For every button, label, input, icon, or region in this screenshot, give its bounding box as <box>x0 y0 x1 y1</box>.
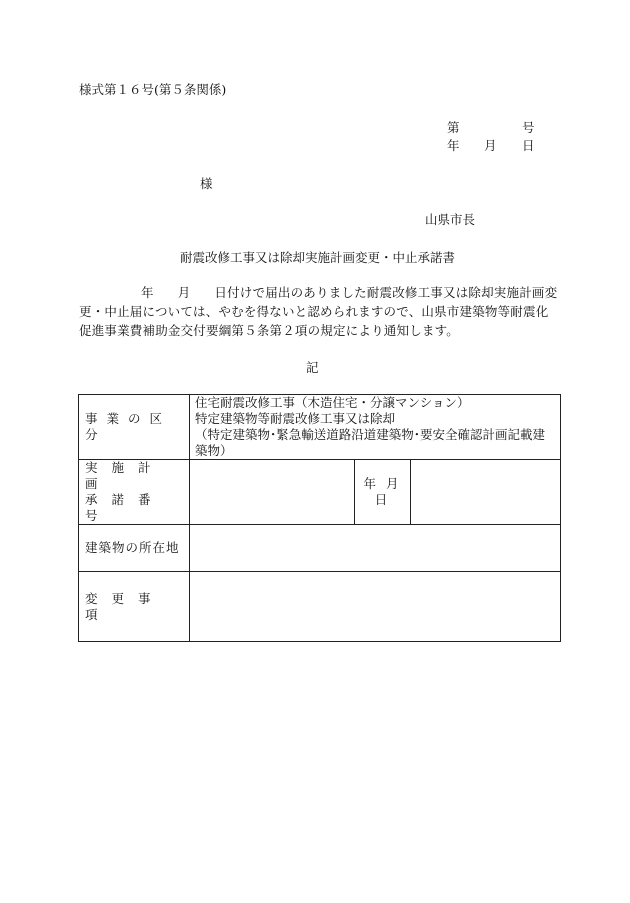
document-title: 耐震改修工事又は除却実施計画変更・中止承諾書 <box>180 250 456 265</box>
body-year: 年 <box>141 285 154 300</box>
approval-label-line2: 承諾番号 <box>85 492 165 523</box>
business-category-label: 事業の区分 <box>79 395 190 460</box>
approval-number-value[interactable] <box>190 460 355 525</box>
option-housing: 住宅耐震改修工事（木造住宅・分譲マンション） <box>195 395 470 410</box>
changes-value[interactable] <box>190 572 561 642</box>
business-category-options <box>190 395 561 460</box>
date-year: 年 <box>447 138 460 153</box>
approval-date-label: 年 月 日 <box>355 460 411 525</box>
row-changes <box>79 572 561 642</box>
body-month: 月 <box>177 285 191 300</box>
body-text: 日付けで届出のありました耐震改修工事又は除却実施計画変更・中止届については、やむを得ないと認められますので、山県市建築物等耐震化促進事業費補助金交付要綱第５条第２項の規定により通知します。 <box>79 285 558 338</box>
date-day: 日 <box>522 138 535 153</box>
approval-number-label <box>79 460 190 525</box>
option-specified-note: （特定建築物･緊急輸送道路沿道建築物･要安全確認計画記載建築物） <box>195 427 546 458</box>
date-month: 月 <box>484 138 497 153</box>
details-table <box>78 394 561 642</box>
notice-body <box>79 283 559 340</box>
sender-name: 山県市長 <box>425 212 476 227</box>
addressee-honorific: 様 <box>200 176 213 191</box>
number-suffix: 号 <box>522 120 535 135</box>
option-specified-building: 特定建築物等耐震改修工事又は除却 <box>195 411 396 426</box>
approval-date-value[interactable] <box>411 460 561 525</box>
row-approval-number <box>79 460 561 525</box>
building-location-label: 建築物の所在地 <box>79 525 190 572</box>
number-prefix: 第 <box>447 120 460 135</box>
row-building-location <box>79 525 561 572</box>
row-business-category <box>79 395 561 460</box>
approval-label-line1: 実施計画 <box>85 460 165 491</box>
ki-heading: 記 <box>306 360 319 375</box>
building-location-value[interactable] <box>190 525 561 572</box>
form-number: 様式第１６号(第５条関係) <box>79 82 227 97</box>
changes-label: 変更事項 <box>79 572 190 642</box>
